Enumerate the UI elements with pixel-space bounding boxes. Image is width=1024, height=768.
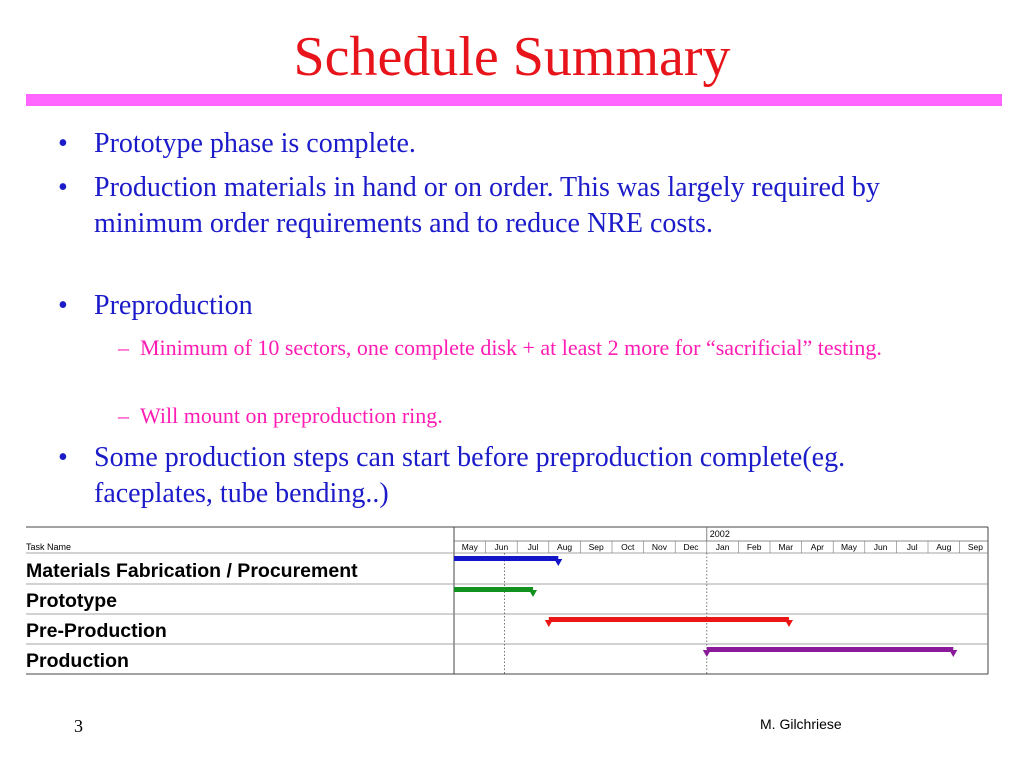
bullet-marker: • bbox=[58, 290, 68, 321]
gantt-month-label: May bbox=[461, 542, 478, 552]
gantt-bar-start-marker bbox=[545, 620, 553, 627]
gantt-bar-start-marker bbox=[703, 650, 711, 657]
gantt-month-label: Apr bbox=[810, 542, 825, 552]
bullet-text: Preproduction bbox=[94, 290, 253, 321]
gantt-month-label: Jun bbox=[873, 542, 888, 552]
bullet-text: Some production steps can start before preproduction complete(eg. faceplates, tube bending..) bbox=[94, 442, 846, 509]
gantt-bar-end-marker bbox=[949, 650, 957, 657]
slide-title: Schedule Summary bbox=[293, 26, 731, 88]
gantt-month-label: Sep bbox=[967, 542, 983, 552]
gantt-bar bbox=[549, 617, 789, 622]
sub-bullet-text: Will mount on preproduction ring. bbox=[140, 403, 443, 428]
gantt-month-label: Aug bbox=[936, 542, 952, 552]
gantt-month-label: Dec bbox=[683, 542, 699, 552]
gantt-year-label: 2002 bbox=[709, 529, 730, 539]
bullet-text: Prototype phase is complete. bbox=[94, 128, 416, 159]
bullet-marker: • bbox=[58, 128, 68, 159]
gantt-month-label: Aug bbox=[557, 542, 573, 552]
sub-bullet-marker: – bbox=[118, 403, 129, 428]
gantt-task-name: Materials Fabrication / Procurement bbox=[26, 560, 358, 582]
gantt-task-name: Production bbox=[26, 650, 129, 672]
gantt-month-label: Jul bbox=[906, 542, 918, 552]
gantt-bar-end-marker bbox=[529, 590, 537, 597]
gantt-task-header: Task Name bbox=[26, 542, 72, 552]
gantt-month-label: Jun bbox=[494, 542, 509, 552]
author-name: M. Gilchriese bbox=[760, 716, 842, 732]
gantt-bar-end-marker bbox=[785, 620, 793, 627]
bullet-marker: • bbox=[58, 442, 68, 473]
gantt-month-label: Feb bbox=[746, 542, 762, 552]
gantt-month-label: Mar bbox=[778, 542, 794, 552]
gantt-month-label: Oct bbox=[621, 542, 635, 552]
gantt-month-label: Nov bbox=[651, 542, 667, 552]
gantt-bar bbox=[707, 647, 953, 652]
gantt-task-name: Pre-Production bbox=[26, 620, 167, 642]
page-number: 3 bbox=[74, 716, 83, 736]
gantt-month-label: Jul bbox=[527, 542, 539, 552]
gantt-bar bbox=[454, 587, 533, 592]
gantt-task-name: Prototype bbox=[26, 590, 118, 612]
sub-bullet-text: Minimum of 10 sectors, one complete disk + at least 2 more for “sacrificial” testing. bbox=[140, 335, 882, 360]
gantt-bar-end-marker bbox=[554, 559, 562, 566]
bullet-text: Production materials in hand or on order. This was largely required by minimum order requirements and to reduce NRE costs. bbox=[94, 172, 880, 239]
gantt-month-label: Sep bbox=[588, 542, 604, 552]
gantt-bar bbox=[454, 556, 558, 561]
sub-bullet-marker: – bbox=[118, 335, 129, 360]
bullet-marker: • bbox=[58, 172, 68, 203]
gantt-month-label: Jan bbox=[715, 542, 730, 552]
gantt-month-label: May bbox=[840, 542, 858, 552]
